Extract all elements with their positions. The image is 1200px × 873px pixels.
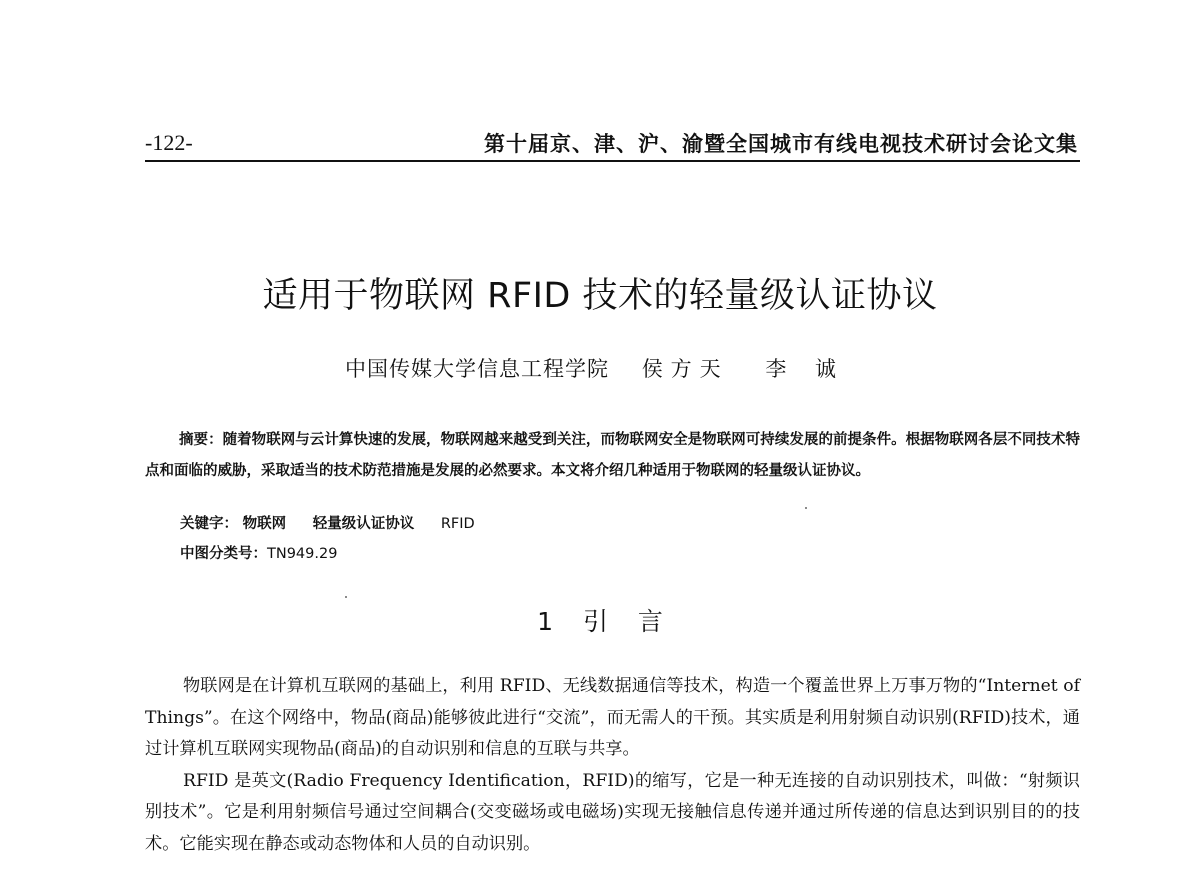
- scan-speck: [805, 507, 807, 509]
- keyword: RFID: [440, 516, 475, 532]
- section-heading: 1 引 言: [537, 607, 663, 636]
- keywords-label: 关键字：: [180, 516, 238, 532]
- keywords-line: [180, 512, 497, 533]
- author-name: 侯方天: [641, 357, 729, 381]
- page-number: -122-: [145, 130, 193, 155]
- byline: [345, 353, 840, 383]
- affiliation: 中国传媒大学信息工程学院: [345, 357, 609, 381]
- keyword: 物联网: [242, 516, 287, 532]
- classification-label: 中图分类号：: [180, 546, 267, 562]
- keyword: 轻量级认证协议: [312, 516, 415, 532]
- running-header: [145, 126, 1080, 162]
- scan-speck: [345, 596, 347, 598]
- paper-title: 适用于物联网 RFID 技术的轻量级认证协议: [262, 276, 938, 316]
- journal-title: 第十届京、津、沪、渝暨全国城市有线电视技术研讨会论文集: [484, 131, 1078, 156]
- author-name: 李 诚: [765, 357, 841, 381]
- body-paragraph: RFID 是英文(Radio Frequency Identification，RFID)的缩写，它是一种无连接的自动识别技术，叫做：“射频识别技术”。它是利用射频信号通过空间耦合(交变磁场或电磁场)实现无接触信息传递并通过所传递的信息达到识别目的的技术。它能实现在静态或动态物体和人员的自动识别。: [145, 770, 1080, 854]
- body-paragraph: 物联网是在计算机互联网的基础上，利用 RFID、无线数据通信等技术，构造一个覆盖世界上万事万物的“Internet of Things”。在这个网络中，物品(商品)能够彼此进行“交流”，而无需人的干预。其实质是利用射频自动识别(RFID)技术，通过计算机互联网实现物品(商品)的自动识别和信息的互联与共享。: [145, 676, 1080, 759]
- abstract: 摘要：随着物联网与云计算快速的发展，物联网越来越受到关注，而物联网安全是物联网可持续发展的前提条件。根据物联网各层不同技术特点和面临的威胁，采取适当的技术防范措施是发展的必然要求。本文将介绍几种适用于物联网的轻量级认证协议。: [145, 432, 1080, 479]
- classification-code: TN949.29: [267, 546, 338, 562]
- body-text: [145, 671, 1080, 860]
- classification-line: [180, 542, 337, 563]
